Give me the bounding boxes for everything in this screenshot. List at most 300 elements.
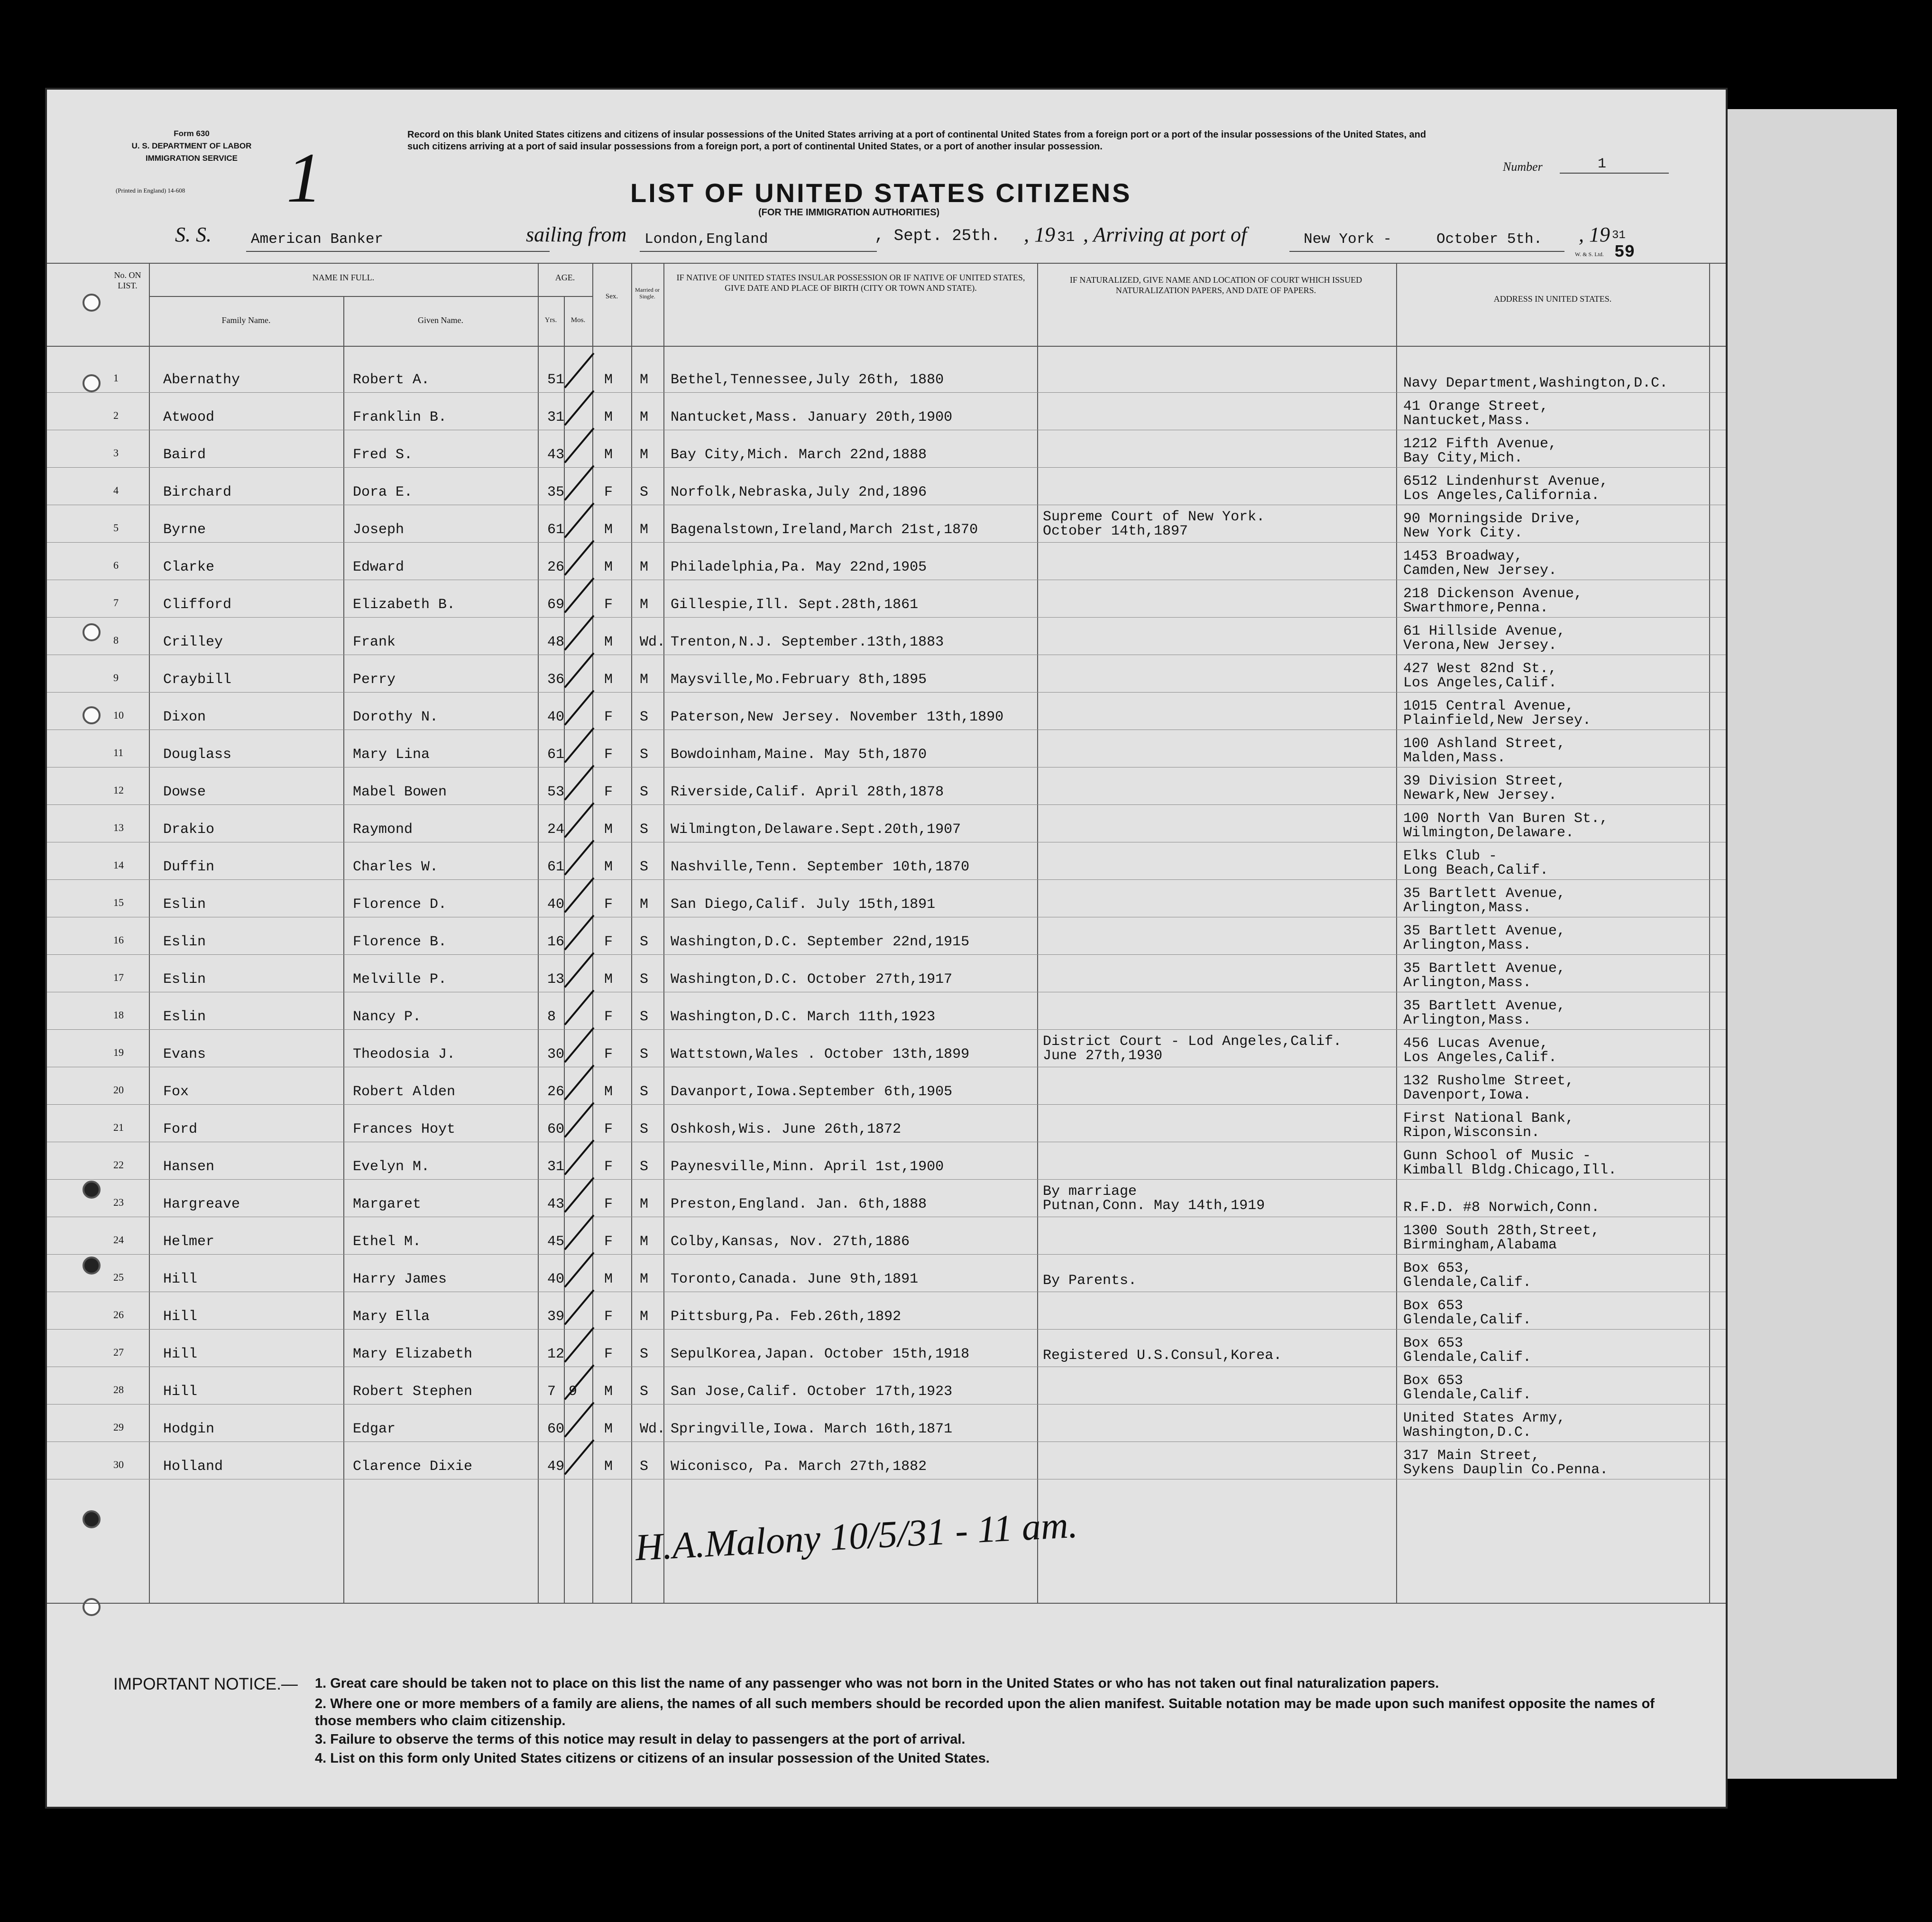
row-number: 23 [113, 1196, 124, 1208]
address-line-1: 61 Hillside Avenue, [1403, 623, 1566, 639]
address-line-2: Nantucket,Mass. [1403, 413, 1532, 429]
check-mark [564, 1027, 594, 1063]
header-no: No. ON LIST. [114, 270, 141, 290]
check-mark [564, 1402, 594, 1437]
address-line-2: Los Angeles,California. [1403, 488, 1600, 504]
given-name: Robert A. [353, 372, 430, 388]
age-years: 69 [547, 597, 565, 613]
table-rule [47, 346, 1726, 347]
header-sex: Sex. [605, 293, 618, 300]
address-line-2: Davenport,Iowa. [1403, 1087, 1532, 1103]
sex: M [604, 559, 613, 575]
table-row [47, 955, 1726, 992]
family-name: Evans [163, 1046, 206, 1063]
notice-heading: IMPORTANT NOTICE.— [113, 1675, 298, 1693]
birth-place-date: Bay City,Mich. March 22nd,1888 [671, 447, 927, 463]
address-line-1: United States Army, [1403, 1410, 1566, 1426]
address-line-2: Malden,Mass. [1403, 750, 1506, 766]
sex: F [604, 1309, 613, 1325]
number-value: 1 [1598, 156, 1607, 172]
address-line-2: Newark,New Jersey. [1403, 787, 1557, 804]
family-name: Drakio [163, 822, 215, 838]
age-years: 40 [547, 1271, 565, 1287]
naturalization-date: By Parents. [1043, 1273, 1137, 1289]
row-number: 25 [113, 1271, 124, 1283]
given-name: Elizabeth B. [353, 597, 456, 613]
given-name: Frances Hoyt [353, 1121, 456, 1137]
age-years: 60 [547, 1421, 565, 1437]
row-number: 2 [113, 409, 119, 421]
handwritten-mark: 1 [286, 139, 322, 217]
check-mark [564, 690, 594, 725]
table-row [47, 1292, 1726, 1330]
row-number: 20 [113, 1084, 124, 1096]
birth-place-date: Maysville,Mo.February 8th,1895 [671, 672, 927, 688]
address-line-2: Arlington,Mass. [1403, 1012, 1532, 1028]
table-rule [47, 263, 1726, 264]
address-line-2: Glendale,Calif. [1403, 1349, 1532, 1366]
sex: M [604, 859, 613, 875]
check-mark [564, 1139, 594, 1175]
family-name: Eslin [163, 1009, 206, 1025]
marital-status: M [640, 1271, 649, 1287]
from-underline [640, 251, 877, 252]
row-number: 24 [113, 1234, 124, 1246]
given-name: Franklin B. [353, 409, 447, 425]
table-row [47, 1180, 1726, 1217]
table-row [47, 1330, 1726, 1367]
birth-place-date: Bagenalstown,Ireland,March 21st,1870 [671, 522, 978, 538]
given-name: Mabel Bowen [353, 784, 447, 800]
age-months: 9 [569, 1384, 578, 1400]
address-line-2: Birmingham,Alabama [1403, 1237, 1557, 1253]
family-name: Byrne [163, 522, 206, 538]
given-name: Joseph [353, 522, 405, 538]
arrival-date: October 5th. [1436, 231, 1543, 248]
service-name: IMMIGRATION SERVICE [146, 154, 238, 163]
table-row [47, 505, 1726, 543]
sex: F [604, 1234, 613, 1250]
birth-place-date: Wattstown,Wales . October 13th,1899 [671, 1046, 970, 1063]
check-mark [564, 877, 594, 913]
marital-status: M [640, 672, 649, 688]
age-years: 30 [547, 1046, 565, 1063]
address-line-1: 6512 Lindenhurst Avenue, [1403, 473, 1609, 490]
notice-item: 3. Failure to observe the terms of this notice may result in delay to passengers at the port of arrival. [315, 1732, 966, 1747]
birth-place-date: Nashville,Tenn. September 10th,1870 [671, 859, 970, 875]
birth-place-date: SepulKorea,Japan. October 15th,1918 [671, 1346, 970, 1362]
table-row [47, 393, 1726, 430]
marital-status: M [640, 1309, 649, 1325]
age-years: 43 [547, 447, 565, 463]
given-name: Dorothy N. [353, 709, 439, 725]
given-name: Evelyn M. [353, 1159, 430, 1175]
check-mark [564, 840, 594, 875]
marital-status: S [640, 1121, 649, 1137]
birth-place-date: Wilmington,Delaware.Sept.20th,1907 [671, 822, 961, 838]
check-mark [564, 1214, 594, 1250]
address-line-2: Arlington,Mass. [1403, 937, 1532, 953]
address-line-1: 90 Morningside Drive, [1403, 511, 1583, 527]
header-address: ADDRESS IN UNITED STATES. [1493, 294, 1612, 304]
check-mark [564, 952, 594, 988]
sex: M [604, 409, 613, 425]
marital-status: S [640, 1459, 649, 1475]
birth-place-date: Davanport,Iowa.September 6th,1905 [671, 1084, 953, 1100]
family-name: Hill [163, 1346, 198, 1362]
number-underline [1560, 173, 1669, 174]
marital-status: M [640, 522, 649, 538]
family-name: Hill [163, 1271, 198, 1287]
address-line-2: Sykens Dauplin Co.Penna. [1403, 1462, 1609, 1478]
marital-status: M [640, 896, 649, 913]
given-name: Raymond [353, 822, 413, 838]
sex: M [604, 372, 613, 388]
birth-place-date: Riverside,Calif. April 28th,1878 [671, 784, 944, 800]
table-row [47, 1442, 1726, 1479]
address-line-1: 1212 Fifth Avenue, [1403, 436, 1557, 452]
address-line-1: Box 653 [1403, 1373, 1463, 1389]
given-name: Melville P. [353, 971, 447, 988]
address-line-1: 35 Bartlett Avenue, [1403, 923, 1566, 939]
marital-status: M [640, 1234, 649, 1250]
table-row [47, 1142, 1726, 1180]
row-number: 3 [113, 447, 119, 459]
age-years: 26 [547, 1084, 565, 1100]
table-row [47, 430, 1726, 468]
birth-place-date: Springville,Iowa. March 16th,1871 [671, 1421, 953, 1437]
birth-place-date: Preston,England. Jan. 6th,1888 [671, 1196, 927, 1212]
address-line-2: Verona,New Jersey. [1403, 638, 1557, 654]
header-family-name: Family Name. [221, 315, 271, 325]
naturalization-court: Supreme Court of New York. [1043, 509, 1265, 525]
year-value: 31 [1612, 229, 1626, 242]
sex: M [604, 634, 613, 650]
port-underline [1289, 251, 1432, 252]
check-mark [564, 1252, 594, 1287]
marital-status: S [640, 822, 649, 838]
row-number: 11 [113, 747, 124, 758]
check-mark [564, 765, 594, 800]
naturalization-court: By marriage [1043, 1183, 1137, 1200]
given-name: Fred S. [353, 447, 413, 463]
address-line-2: Los Angeles,Calif. [1403, 1050, 1557, 1066]
printed-note: (Printed in England) 14-608 [116, 187, 185, 194]
check-mark [564, 577, 594, 613]
family-name: Hill [163, 1384, 198, 1400]
check-mark [564, 1177, 594, 1212]
family-name: Eslin [163, 896, 206, 913]
address-line-1: 317 Main Street, [1403, 1448, 1540, 1464]
address-line-1: 35 Bartlett Avenue, [1403, 886, 1566, 902]
check-mark [564, 390, 594, 425]
sex: M [604, 672, 613, 688]
address-line-2: R.F.D. #8 Norwich,Conn. [1403, 1200, 1600, 1216]
address-line-2: New York City. [1403, 525, 1523, 541]
sex: F [604, 896, 613, 913]
year-label: , 19 [1579, 223, 1610, 246]
marital-status: S [640, 747, 649, 763]
row-number: 28 [113, 1384, 124, 1395]
row-number: 27 [113, 1346, 124, 1358]
family-name: Crilley [163, 634, 223, 650]
family-name: Eslin [163, 971, 206, 988]
age-subrule [538, 296, 592, 297]
arrival-date-underline [1432, 251, 1564, 252]
age-years: 12 [547, 1346, 565, 1362]
address-line-2: Los Angeles,Calif. [1403, 675, 1557, 691]
naturalization-date: Registered U.S.Consul,Korea. [1043, 1348, 1282, 1364]
passenger-table [47, 263, 1726, 1605]
row-number: 6 [113, 559, 119, 571]
row-number: 19 [113, 1046, 124, 1058]
birth-place-date: Oshkosh,Wis. June 26th,1872 [671, 1121, 902, 1137]
marital-status: M [640, 447, 649, 463]
sex: M [604, 1459, 613, 1475]
sex: F [604, 597, 613, 613]
table-row [47, 1217, 1726, 1255]
birth-place-date: Trenton,N.J. September.13th,1883 [671, 634, 944, 650]
address-line-2: Glendale,Calif. [1403, 1387, 1532, 1403]
family-name: Eslin [163, 934, 206, 950]
age-years: 43 [547, 1196, 565, 1212]
age-years: 31 [547, 1159, 565, 1175]
birth-place-date: Washington,D.C. March 11th,1923 [671, 1009, 936, 1025]
table-row [47, 1105, 1726, 1142]
inspector-signature: H.A.Malony 10/5/31 - 11 am. [634, 1504, 1079, 1569]
header-married-single: Married or Single. [635, 286, 660, 300]
table-row [47, 767, 1726, 805]
row-number: 8 [113, 634, 119, 646]
header-age: AGE. [555, 273, 575, 282]
address-line-2: Plainfield,New Jersey. [1403, 712, 1592, 729]
family-name: Birchard [163, 484, 232, 500]
family-name: Hargreave [163, 1196, 240, 1212]
given-name: Charles W. [353, 859, 439, 875]
sailing-from: London,England [644, 231, 768, 248]
address-line-1: 456 Lucas Avenue, [1403, 1035, 1549, 1052]
row-number: 18 [113, 1009, 124, 1021]
check-mark [564, 1439, 594, 1475]
given-name: Robert Stephen [353, 1384, 473, 1400]
given-name: Ethel M. [353, 1234, 422, 1250]
table-row [47, 1030, 1726, 1067]
age-years: 61 [547, 747, 565, 763]
age-years: 49 [547, 1459, 565, 1475]
table-row [47, 543, 1726, 580]
naturalization-date: October 14th,1897 [1043, 523, 1188, 539]
given-name: Florence B. [353, 934, 447, 950]
sex: F [604, 484, 613, 500]
address-line-2: Arlington,Mass. [1403, 900, 1532, 916]
age-years: 60 [547, 1121, 565, 1137]
birth-place-date: Wiconisco, Pa. March 27th,1882 [671, 1459, 927, 1475]
family-name: Craybill [163, 672, 232, 688]
check-mark [564, 1064, 594, 1100]
marital-status: S [640, 1384, 649, 1400]
ship-underline [246, 251, 550, 252]
marital-status: Wd. [640, 634, 666, 650]
row-number: 4 [113, 484, 119, 496]
header-given-name: Given Name. [418, 315, 463, 325]
address-line-2: Kimball Bldg.Chicago,Ill. [1403, 1162, 1617, 1178]
age-years: 7 [547, 1384, 556, 1400]
marital-status: S [640, 784, 649, 800]
sex: F [604, 709, 613, 725]
sex: M [604, 1384, 613, 1400]
printer-stamp: W. & S. Ltd. [1575, 251, 1604, 258]
family-name: Clifford [163, 597, 232, 613]
header-years: Yrs. [544, 316, 557, 324]
row-number: 17 [113, 971, 124, 983]
check-mark [564, 727, 594, 763]
table-row [47, 917, 1726, 955]
marital-status: S [640, 1159, 649, 1175]
marital-status: M [640, 1196, 649, 1212]
table-row [47, 805, 1726, 842]
back-sheet [1717, 109, 1897, 1779]
sex: M [604, 822, 613, 838]
sex: F [604, 784, 613, 800]
given-name: Frank [353, 634, 396, 650]
row-number: 10 [113, 709, 124, 721]
age-years: 45 [547, 1234, 565, 1250]
address-line-2: Bay City,Mich. [1403, 450, 1523, 466]
number-label: Number [1503, 160, 1543, 174]
check-mark [564, 915, 594, 950]
age-years: 36 [547, 672, 565, 688]
given-name: Harry James [353, 1271, 447, 1287]
check-mark [564, 1327, 594, 1362]
family-name: Douglass [163, 747, 232, 763]
address-line-1: 1300 South 28th,Street, [1403, 1223, 1600, 1239]
given-name: Mary Lina [353, 747, 430, 763]
address-line-1: 1453 Broadway, [1403, 548, 1523, 564]
birth-place-date: Pittsburg,Pa. Feb.26th,1892 [671, 1309, 902, 1325]
address-line-1: Box 653 [1403, 1335, 1463, 1351]
marital-status: M [640, 409, 649, 425]
address-line-2: Ripon,Wisconsin. [1403, 1125, 1540, 1141]
address-line-1: Box 653, [1403, 1260, 1472, 1276]
marital-status: S [640, 971, 649, 988]
marital-status: S [640, 1084, 649, 1100]
sex: M [604, 1084, 613, 1100]
marital-status: S [640, 484, 649, 500]
table-row [47, 580, 1726, 618]
row-number: 1 [113, 372, 119, 384]
document-title: LIST OF UNITED STATES CITIZENS [630, 178, 1132, 208]
age-years: 40 [547, 709, 565, 725]
row-number: 14 [113, 859, 124, 871]
given-name: Nancy P. [353, 1009, 422, 1025]
address-line-2: Wilmington,Delaware. [1403, 825, 1574, 841]
address-line-1: First National Bank, [1403, 1110, 1574, 1127]
address-line-2: Glendale,Calif. [1403, 1312, 1532, 1328]
birth-place-date: Washington,D.C. September 22nd,1915 [671, 934, 970, 950]
table-row [47, 1255, 1726, 1292]
manifest-page [45, 88, 1728, 1809]
family-name: Ford [163, 1121, 198, 1137]
sex: M [604, 522, 613, 538]
address-line-2: Navy Department,Washington,D.C. [1403, 375, 1668, 391]
address-line-1: 39 Division Street, [1403, 773, 1566, 789]
sex: M [604, 447, 613, 463]
family-name: Abernathy [163, 372, 240, 388]
age-years: 35 [547, 484, 565, 500]
row-number: 5 [113, 522, 119, 534]
table-row [47, 618, 1726, 655]
family-name: Hill [163, 1309, 198, 1325]
address-line-2: Glendale,Calif. [1403, 1275, 1532, 1291]
form-instructions: Record on this blank United States citizens and citizens of insular possessions of the United States arriving at a port of continental United States from a foreign port or a port of the insular possessions of the United States, and such citizens arriving at a port of said insular possessions from a foreign port, a port of continental United States, or a port of another insular possession. [407, 129, 1426, 152]
address-line-1: Gunn School of Music - [1403, 1148, 1592, 1164]
sex: M [604, 1271, 613, 1287]
given-name: Perry [353, 672, 396, 688]
age-years: 26 [547, 559, 565, 575]
row-number: 26 [113, 1309, 124, 1321]
given-name: Clarence Dixie [353, 1459, 473, 1475]
marital-status: S [640, 709, 649, 725]
sex: F [604, 747, 613, 763]
stamp-number: 59 [1614, 242, 1635, 262]
age-years: 39 [547, 1309, 565, 1325]
row-number: 7 [113, 597, 119, 609]
table-row [47, 992, 1726, 1030]
table-row [47, 693, 1726, 730]
address-line-1: 427 West 82nd St., [1403, 661, 1557, 677]
birth-place-date: San Diego,Calif. July 15th,1891 [671, 896, 936, 913]
header-months: Mos. [570, 316, 586, 324]
address-line-1: 35 Bartlett Avenue, [1403, 961, 1566, 977]
row-number: 22 [113, 1159, 124, 1171]
table-row [47, 355, 1726, 393]
table-row [47, 1067, 1726, 1105]
naturalization-date: Putnan,Conn. May 14th,1919 [1043, 1198, 1265, 1214]
sex: F [604, 1046, 613, 1063]
sex: M [604, 1421, 613, 1437]
table-row [47, 468, 1726, 505]
marital-status: M [640, 559, 649, 575]
check-mark [564, 465, 594, 500]
given-name: Edward [353, 559, 405, 575]
family-name: Dixon [163, 709, 206, 725]
row-number: 9 [113, 672, 119, 684]
sailing-label: sailing from [526, 223, 627, 246]
birth-place-date: Bowdoinham,Maine. May 5th,1870 [671, 747, 927, 763]
sex: F [604, 1009, 613, 1025]
naturalization-court: District Court - Lod Angeles,Calif. [1043, 1034, 1342, 1050]
arriving-label: , Arriving at port of [1083, 223, 1247, 246]
birth-place-date: Nantucket,Mass. January 20th,1900 [671, 409, 953, 425]
sex: F [604, 1121, 613, 1137]
check-mark [564, 1364, 594, 1400]
address-line-1: 132 Rusholme Street, [1403, 1073, 1574, 1089]
given-name: Mary Elizabeth [353, 1346, 473, 1362]
birth-place-date: Washington,D.C. October 27th,1917 [671, 971, 953, 988]
birth-place-date: Norfolk,Nebraska,July 2nd,1896 [671, 484, 927, 500]
age-years: 61 [547, 859, 565, 875]
row-number: 21 [113, 1121, 124, 1133]
table-row [47, 1405, 1726, 1442]
family-name: Duffin [163, 859, 215, 875]
year-value: 31 [1057, 229, 1075, 246]
address-line-1: 1015 Central Avenue, [1403, 698, 1574, 714]
marital-status: S [640, 1009, 649, 1025]
year-label: , 19 [1024, 223, 1055, 246]
marital-status: S [640, 1346, 649, 1362]
address-line-1: Box 653 [1403, 1298, 1463, 1314]
row-number: 15 [113, 896, 124, 908]
